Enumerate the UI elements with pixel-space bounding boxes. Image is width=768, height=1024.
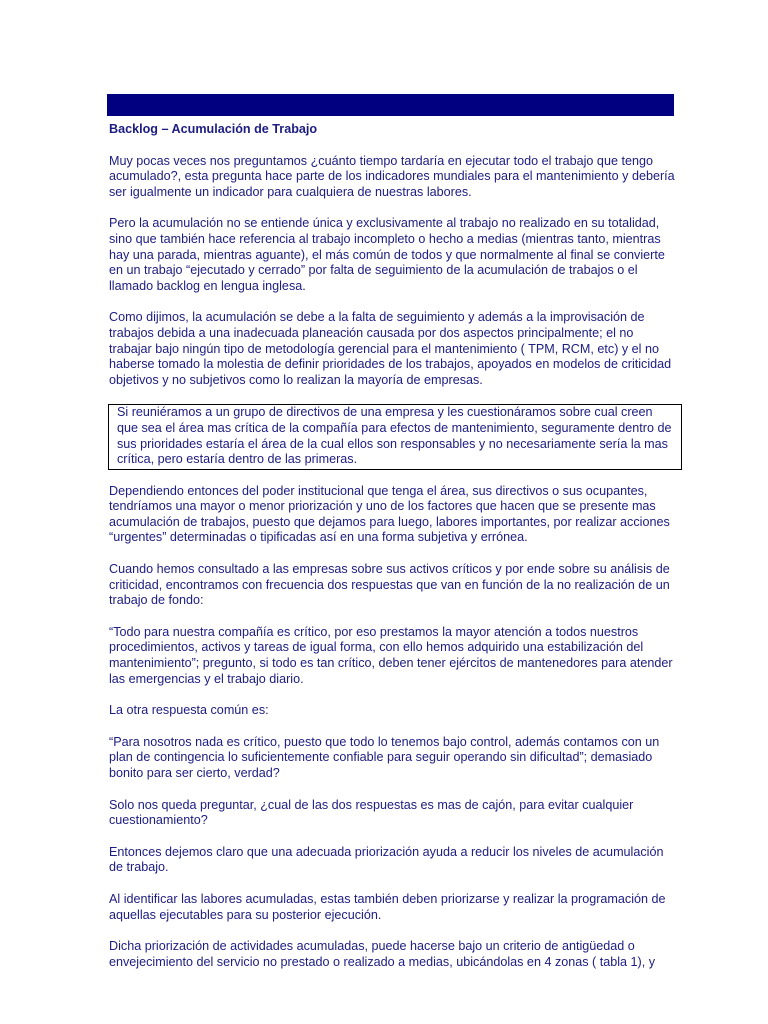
paragraph: Solo nos queda preguntar, ¿cual de las dos respuestas es mas de cajón, para evitar cualquier cuestionamiento?	[109, 797, 634, 828]
paragraph: Pero la acumulación no se entiende única y exclusivamente al trabajo no realizado en su totalidad, sino que también hace referencia al trabajo incompleto o hecho a medias (mientras tanto, mientras hay una parada, mientras aguante), el más común de todos y que normalmente al final se convierte en un trabajo “ejecutado y cerrado” por falta de seguimiento de la acumulación de trabajos o el llamado backlog en lengua inglesa.	[109, 216, 665, 293]
document-body	[109, 122, 677, 986]
paragraph: Al identificar las labores acumuladas, estas también deben priorizarse y realizar la programación de aquellas ejecutables para su posterior ejecución.	[109, 891, 666, 922]
paragraph: Como dijimos, la acumulación se debe a la falta de seguimiento y además a la improvisación de trabajos debida a una inadecuada planeación causada por dos aspectos principalmente; el no trabajar bajo ningún tipo de metodología gerencial para el mantenimiento ( TPM, RCM, etc) y el no haberse tomado la molestia de definir prioridades de los trabajos, apoyados en modelos de criticidad objetivos y no subjetivos como lo realizan la mayoría de empresas.	[109, 310, 672, 387]
header-bar	[107, 94, 674, 116]
callout-box: Si reuniéramos a un grupo de directivos de una empresa y les cuestionáramos sobre cual creen que sea el área mas crítica de la compañía para efectos de mantenimiento, seguramente dentro de sus prioridades estaría el área de la cual ellos son responsables y no necesariamente sería la mas crítica, pero estaría dentro de las primeras.	[108, 404, 682, 469]
paragraph: Cuando hemos consultado a las empresas sobre sus activos críticos y por ende sobre su análisis de criticidad, encontramos con frecuencia dos respuestas que van en función de la no realización de un trabajo de fondo:	[109, 562, 670, 608]
quote-paragraph: “Para nosotros nada es crítico, puesto que todo lo tenemos bajo control, además contamos con un plan de contingencia lo suficientemente confiable para seguir operando sin dificultad”; demasiado bonito para ser cierto, verdad?	[109, 734, 660, 780]
paragraph: La otra respuesta común es:	[109, 703, 269, 718]
document-title: Backlog – Acumulación de Trabajo	[109, 122, 318, 136]
paragraph: Dicha priorización de actividades acumuladas, puede hacerse bajo un criterio de antigüedad o envejecimiento del servicio no prestado o realizado a medias, ubicándolas en 4 zonas ( tabla 1), y	[109, 939, 656, 969]
paragraph: Muy pocas veces nos preguntamos ¿cuánto tiempo tardaría en ejecutar todo el trabajo que tengo acumulado?, esta pregunta hace parte de los indicadores mundiales para el mantenimiento y debería ser igualmente un indicador para cualquiera de nuestras labores.	[109, 153, 675, 199]
quote-paragraph: “Todo para nuestra compañía es crítico, por eso prestamos la mayor atención a todos nuestros procedimientos, activos y tareas de igual forma, con ello hemos adquirido una estabilización del mantenimiento”; pregunto, si todo es tan crítico, deben tener ejércitos de mantenedores para atender las emergencias y el trabajo diario.	[109, 624, 673, 686]
paragraph: Entonces dejemos claro que una adecuada priorización ayuda a reducir los niveles de acumulación de trabajo.	[109, 844, 664, 875]
paragraph: Dependiendo entonces del poder institucional que tenga el área, sus directivos o sus ocupantes, tendríamos una mayor o menor priorización y uno de los factores que hacen que se presente mas acumulación de trabajos, puesto que dejamos para luego, labores importantes, por realizar acciones “urgentes” determinadas o tipificadas así en una forma subjetiva y errónea.	[109, 483, 670, 545]
